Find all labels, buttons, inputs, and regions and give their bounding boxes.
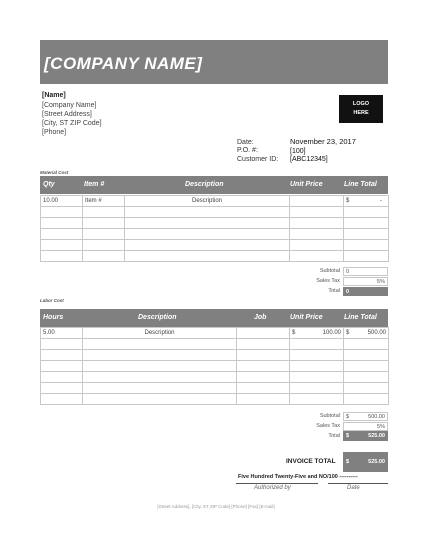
labor-row: [41, 339, 389, 350]
labor-line-total-cell: [344, 372, 389, 383]
material-qty-cell: [41, 240, 83, 251]
labor-line-total-cell: [344, 394, 389, 405]
labor-subtotal-currency: $: [346, 414, 350, 420]
material-row: [41, 218, 389, 229]
po-value: [100]: [290, 148, 306, 155]
material-line-total-cell: [344, 229, 389, 240]
labor-job-cell: [237, 394, 290, 405]
material-header-qty: Qty: [43, 181, 55, 188]
labor-description-cell: Description: [83, 328, 237, 339]
material-item-cell: [83, 207, 125, 218]
material-header-description: Description: [185, 181, 224, 188]
footer-contact: [Street Address], [City, ST ZIP Code] [Phone] [Fax] [E-mail]: [157, 504, 275, 509]
invoice-total-label: INVOICE TOTAL: [286, 458, 336, 465]
material-row: [41, 251, 389, 262]
material-header-line-total: Line Total: [344, 181, 377, 188]
material-item-cell: Item #: [83, 196, 125, 207]
labor-total-value: [343, 431, 388, 441]
company-name: [COMPANY NAME]: [44, 54, 203, 73]
labor-unit-price-currency: $: [292, 330, 296, 336]
material-header: [40, 176, 388, 194]
logo-placeholder: [339, 95, 383, 123]
material-line-total-cell: [344, 251, 389, 262]
labor-description-cell: [83, 361, 237, 372]
labor-row: [41, 394, 389, 405]
labor-unit-price-cell: [290, 372, 344, 383]
material-unit-price-cell: [290, 218, 344, 229]
labor-subtotal-value: [343, 412, 388, 421]
labor-job-cell: [237, 350, 290, 361]
labor-line-total-cell: [344, 350, 389, 361]
labor-header: [40, 309, 388, 327]
labor-hours-cell: [41, 372, 83, 383]
logo-line-1: LOGO: [352, 101, 370, 107]
material-unit-price-cell: [290, 240, 344, 251]
labor-description-cell: [83, 350, 237, 361]
material-item-cell: [83, 218, 125, 229]
date-value: November 23, 2017: [290, 137, 356, 146]
labor-header-unit-price: Unit Price: [290, 314, 323, 321]
labor-unit-price-amount: 100.00: [322, 330, 341, 336]
customer-id-value: [ABC12345]: [290, 156, 328, 163]
labor-description-cell: [83, 372, 237, 383]
material-row: [41, 196, 389, 207]
sender-phone: [Phone]: [42, 129, 67, 136]
material-description-cell: Description: [125, 196, 290, 207]
sender-name: [Name]: [42, 92, 66, 99]
labor-header-description: Description: [138, 314, 177, 321]
material-row: [41, 240, 389, 251]
invoice-total-amount: 525.00: [368, 459, 385, 465]
material-qty-cell: [41, 218, 83, 229]
labor-unit-price-cell: [290, 350, 344, 361]
date-signature-line: [328, 483, 388, 484]
material-line-total-cell: [344, 207, 389, 218]
labor-description-cell: [83, 383, 237, 394]
labor-line-total-currency: $: [346, 330, 350, 336]
labor-row: [41, 361, 389, 372]
material-table: [40, 195, 389, 262]
material-line-total-cell: [344, 240, 389, 251]
material-subtotal-value: 0: [343, 267, 388, 276]
labor-hours-cell: [41, 339, 83, 350]
authorized-by-label: Authorized by: [254, 485, 291, 491]
material-unit-price-cell: [290, 196, 344, 207]
material-description-cell: [125, 240, 290, 251]
material-tax-label: Sales Tax: [316, 278, 340, 284]
logo-line-2: HERE: [353, 110, 369, 116]
labor-line-total-cell: [344, 339, 389, 350]
labor-row: [41, 372, 389, 383]
labor-line-total-amount: 500.00: [367, 330, 386, 336]
labor-hours-cell: 5.00: [41, 328, 83, 339]
signature-date-label: Date: [347, 485, 360, 491]
sender-city: [City, ST ZIP Code]: [42, 120, 102, 127]
labor-hours-cell: [41, 383, 83, 394]
labor-subtotal-label: Subtotal: [319, 413, 340, 419]
labor-job-cell: [237, 372, 290, 383]
invoice-total-value: [343, 452, 388, 472]
material-unit-price-cell: [290, 229, 344, 240]
labor-line-total-cell: [344, 383, 389, 394]
material-subtotal-label: Subtotal: [319, 268, 340, 274]
labor-job-cell: [237, 328, 290, 339]
labor-total-label: Total: [328, 433, 340, 439]
amount-in-words: Five Hundred Twenty-Five and NO/100 ----------: [238, 474, 358, 480]
labor-header-line-total: Line Total: [344, 314, 377, 321]
labor-total-currency: $: [346, 433, 350, 439]
labor-unit-price-cell: [290, 394, 344, 405]
material-line-total-cell: [344, 218, 389, 229]
labor-hours-cell: [41, 394, 83, 405]
labor-description-cell: [83, 394, 237, 405]
material-item-cell: [83, 251, 125, 262]
material-line-total-cell: [344, 196, 389, 207]
labor-hours-cell: [41, 361, 83, 372]
labor-description-cell: [83, 339, 237, 350]
labor-unit-price-cell: [290, 383, 344, 394]
material-section-label: Material Cost: [40, 170, 69, 175]
material-description-cell: [125, 218, 290, 229]
labor-section-label: Labor Cost: [40, 298, 64, 303]
material-unit-price-cell: [290, 207, 344, 218]
material-row: [41, 207, 389, 218]
labor-unit-price-cell: [290, 361, 344, 372]
labor-unit-price-cell: [290, 328, 344, 339]
material-qty-cell: [41, 251, 83, 262]
material-total-value: 0: [343, 287, 388, 296]
labor-line-total-cell: [344, 328, 389, 339]
material-qty-cell: [41, 207, 83, 218]
material-description-cell: [125, 251, 290, 262]
customer-id-label: Customer ID:: [237, 156, 279, 163]
labor-header-hours: Hours: [43, 314, 64, 321]
material-description-cell: [125, 229, 290, 240]
labor-header-job: Job: [254, 314, 267, 321]
labor-row: [41, 328, 389, 339]
material-item-cell: [83, 240, 125, 251]
material-row: [41, 229, 389, 240]
material-item-cell: [83, 229, 125, 240]
labor-job-cell: [237, 383, 290, 394]
material-qty-cell: 10.00: [41, 196, 83, 207]
labor-hours-cell: [41, 350, 83, 361]
labor-subtotal-amount: 500.00: [368, 414, 385, 420]
sender-company: [Company Name]: [42, 102, 97, 109]
sender-street: [Street Address]: [42, 111, 92, 118]
material-line-total-currency: $: [346, 198, 350, 204]
po-label: P.O. #:: [237, 147, 258, 154]
labor-total-amount: 525.00: [368, 433, 385, 439]
material-qty-cell: [41, 229, 83, 240]
labor-unit-price-cell: [290, 339, 344, 350]
authorized-signature-line: [236, 483, 318, 484]
material-header-unit-price: Unit Price: [290, 181, 323, 188]
labor-tax-label: Sales Tax: [316, 423, 340, 429]
material-total-label: Total: [328, 288, 340, 294]
invoice-total-currency: $: [346, 459, 350, 465]
labor-line-total-cell: [344, 361, 389, 372]
material-unit-price-cell: [290, 251, 344, 262]
material-tax-value: 5%: [343, 277, 388, 286]
material-description-cell: [125, 207, 290, 218]
date-label: Date:: [237, 139, 254, 146]
labor-job-cell: [237, 339, 290, 350]
labor-table: [40, 327, 389, 405]
material-line-total-amount: -: [380, 198, 382, 204]
labor-row: [41, 383, 389, 394]
material-header-item: Item #: [84, 181, 105, 188]
labor-job-cell: [237, 361, 290, 372]
labor-tax-value: 5%: [343, 422, 388, 431]
labor-row: [41, 350, 389, 361]
